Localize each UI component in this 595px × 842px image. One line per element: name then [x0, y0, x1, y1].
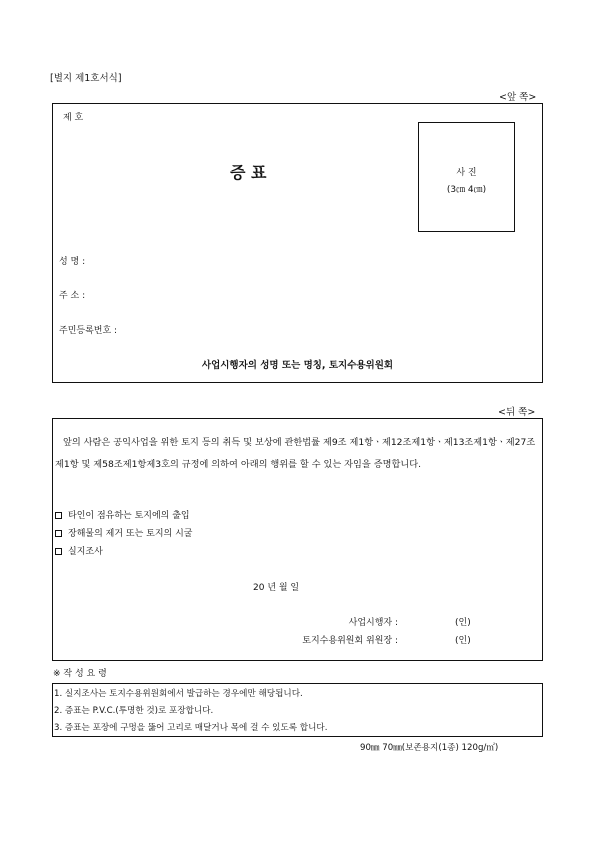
checklist-item: 장해물의 제거 또는 토지의 시굴 — [55, 526, 192, 539]
name-field-label: 성 명 : — [59, 257, 86, 267]
instruction-item: 3. 증표는 포장에 구멍을 뚫어 고리로 매달거나 목에 걸 수 있도록 합니다. — [54, 723, 328, 733]
resident-number-field-label: 주민등록번호 : — [59, 326, 118, 336]
instructions-heading: ※ 작 성 요 령 — [53, 669, 107, 679]
photo-label: 사 진 — [456, 168, 477, 178]
instruction-item: 1. 실지조사는 토지수용위원회에서 발급하는 경우에만 해당됩니다. — [54, 689, 303, 699]
photo-size: (3㎝ 4㎝) — [446, 185, 487, 195]
checklist-item: 실지조사 — [55, 544, 103, 557]
address-field-label: 주 소 : — [59, 291, 86, 301]
back-side-label: <뒤 쪽> — [498, 407, 536, 418]
card-title: 증 표 — [230, 163, 267, 182]
checklist-item: 타인이 점유하는 토지에의 출입 — [55, 508, 190, 521]
paper-spec: 90㎜ 70㎜(보존용지(1종) 120g/㎡) — [360, 743, 499, 753]
signer-role: 토지수용위원회 위원장 : — [302, 636, 398, 646]
instruction-item: 2. 증표는 P.V.C.(투명한 것)로 포장합니다. — [54, 706, 214, 716]
number-label: 제 호 — [63, 113, 84, 123]
seal-mark: (인) — [455, 636, 471, 646]
certification-paragraph: 앞의 사람은 공익사업을 위한 토지 등의 취득 및 보상에 관한법률 제9조 제1항ㆍ제12조제1항ㆍ제13조제1항ㆍ제27조제1항 및 제58조제1항제3호의 규정에 의하여 아래의 행위를 할 수 있는 자임을 증명합니다. — [55, 437, 536, 470]
front-side-label: <앞 쪽> — [499, 92, 537, 103]
signer-role: 사업시행자 : — [348, 618, 398, 628]
checkbox-icon — [55, 548, 62, 555]
form-label: [별지 제1호서식] — [50, 73, 122, 84]
seal-mark: (인) — [455, 618, 471, 628]
issue-date: 20 년 월 일 — [253, 583, 300, 593]
issuer-text: 사업시행자의 성명 또는 명칭, 토지수용위원회 — [201, 360, 394, 371]
checkbox-icon — [55, 512, 62, 519]
checkbox-icon — [55, 530, 62, 537]
